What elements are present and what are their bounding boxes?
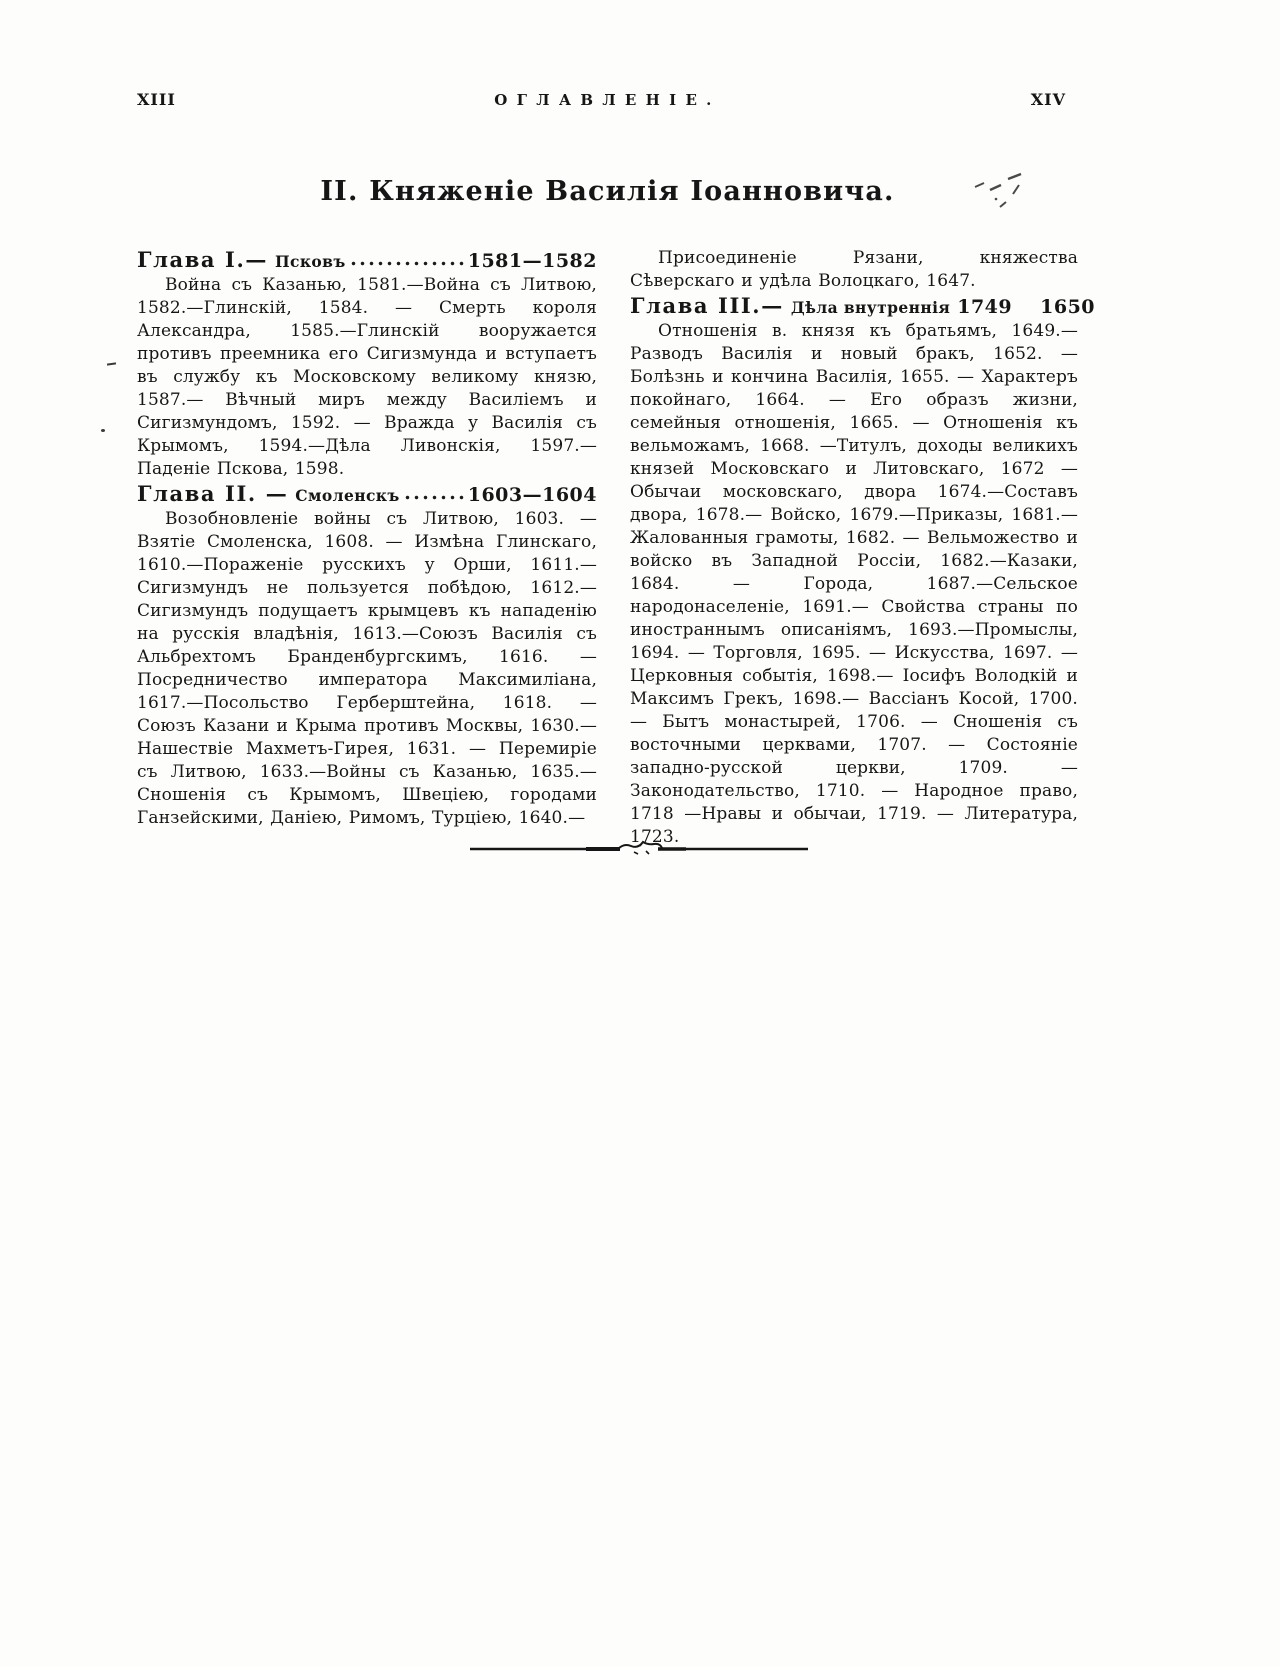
running-head-title: ОГЛАВЛЕНІЕ.: [494, 91, 721, 109]
chapter-label: Глава II. —: [137, 481, 289, 506]
toc-paragraph-continuation: Присоединеніе Рязани, княжества Сѣверскаго и удѣла Волоцкаго, 1647.: [630, 248, 1078, 291]
ink-speck: [107, 362, 116, 365]
folio-left: XIII: [137, 90, 176, 109]
dot-leader: [349, 261, 464, 266]
section-title: II. Княженіе Василія Іоанновича.: [320, 176, 895, 207]
ink-speck: [101, 429, 105, 432]
toc-paragraph: Отношенія в. князя къ братьямъ, 1649.— Разводъ Василія и новый бракъ, 1652. — Болѣзнь и кончина Василія, 1655. — Характеръ покойнаго, 1664. — Его образъ жизни, семейныя отношенія, 1665. — Отношенія къ вельможамъ, 1668. —Титулъ, доходы великихъ князей Московскаго и Литовскаго, 1672 —Обычаи московскаго, двора 1674.—Составъ двора, 1678.— Войско, 1679.—Приказы, 1681.—Жалованныя грамоты, 1682. — Вельможество и войско въ Западной Россіи, 1682.—Казаки, 1684. — Города, 1687.—Сельское народонаселеніе, 1691.— Свойства страны по иностраннымъ описаніямъ, 1693.—Промыслы, 1694. — Торговля, 1695. — Искусства, 1697. —Церковныя событія, 1698.— Іосифъ Володкій и Максимъ Грекъ, 1698.— Вассіанъ Косой, 1700. — Бытъ монастырей, 1706. — Сношенія съ восточными церквами, 1707. — Состояніе западно-русской церкви, 1709. — Законодательство, 1710. — Народное право, 1718 —Нравы и обычаи, 1719. — Литература, 1723.: [630, 321, 1078, 847]
chapter-label: Глава III.—: [630, 293, 784, 318]
chapter-topic: Смоленскъ: [295, 486, 400, 505]
toc-columns: [137, 247, 1096, 849]
chapter-pages: 1581—1582: [467, 250, 597, 272]
toc-column-left: [137, 247, 597, 849]
chapter-pages: 1749: [957, 296, 1013, 318]
toc-paragraph: Война съ Казанью, 1581.—Война съ Литвою, 1582.—Глинскій, 1584. — Смерть короля Александра, 1585.—Глинскій вооружается противъ преемника его Сигизмунда и вступаетъ въ службу къ Московскому великому князю, 1587.— Вѣчный миръ между Василіемъ и Сигизмундомъ, 1592. — Вражда у Василія съ Крымомъ, 1594.—Дѣла Ливонскія, 1597.—Паденіе Пскова, 1598.: [137, 275, 597, 479]
running-head: [137, 90, 1078, 112]
chapter-entry-3: [630, 293, 1096, 319]
chapter-pages: 1603—1604: [467, 484, 597, 506]
chapter-topic: Псковъ: [274, 252, 346, 271]
tailpiece-divider: [468, 840, 810, 856]
folio-right: XIV: [1030, 90, 1066, 109]
chapter-topic: Дѣла внутреннія: [790, 298, 951, 317]
dot-leader: [403, 495, 464, 500]
chapter-pages-right-margin: 1650: [1040, 296, 1096, 318]
chapter-entry-2: [137, 482, 597, 507]
chapter-entry-1: [137, 248, 597, 273]
toc-column-right: [630, 247, 1096, 849]
toc-paragraph: Возобновленіе войны съ Литвою, 1603. — Взятіе Смоленска, 1608. — Измѣна Глинскаго, 1610.—Пораженіе русскихъ у Орши, 1611.— Сигизмундъ не пользуется побѣдою, 1612.— Сигизмундъ подущаетъ крымцевъ къ нападенію на русскія владѣнія, 1613.—Союзъ Василія съ Альбрехтомъ Бранденбургскимъ, 1616. — Посредничество императора Максимиліана, 1617.—Посольство Герберштейна, 1618. — Союзъ Казани и Крыма противъ Москвы, 1630.— Нашествіе Махметъ-Гирея, 1631. — Перемиріе съ Литвою, 1633.—Войны съ Казанью, 1635.— Сношенія съ Крымомъ, Швеціею, городами Ганзейскими, Даніею, Римомъ, Турціею, 1640.—: [137, 509, 597, 828]
chapter-label: Глава I.—: [137, 247, 268, 272]
